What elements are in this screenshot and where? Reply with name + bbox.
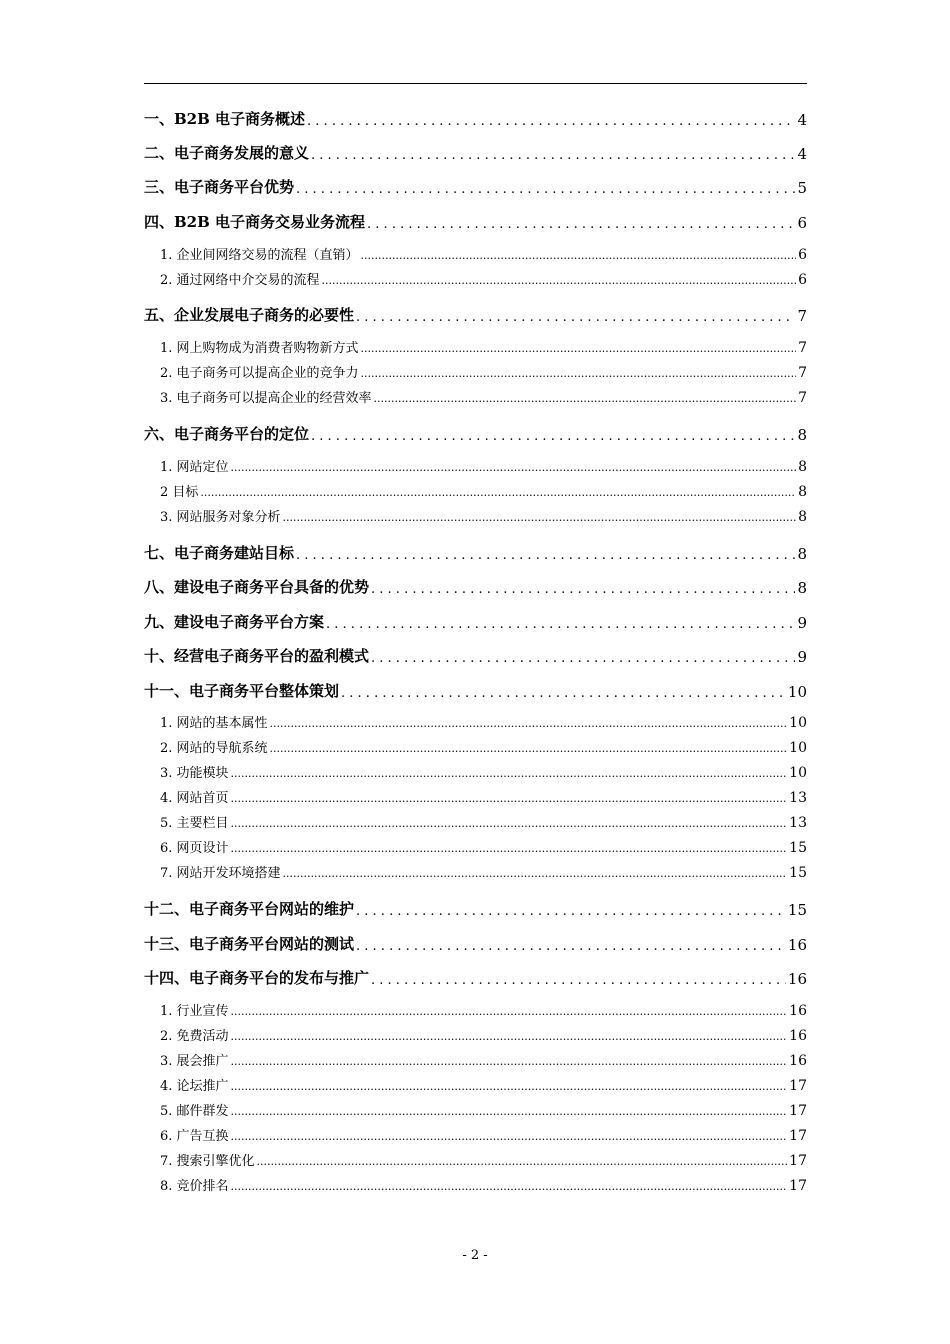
toc-chapter-entry[interactable] — [144, 303, 807, 325]
header-rule — [144, 83, 807, 84]
toc-page-number: 4 — [797, 145, 807, 163]
toc-page-number: 7 — [798, 365, 807, 381]
toc-page-number: 17 — [789, 1153, 807, 1169]
toc-page-number: 16 — [789, 1003, 807, 1019]
toc-dot-leader — [371, 583, 795, 593]
toc-entry-title: 2. 免费活动 — [160, 1029, 229, 1044]
toc-entry-title: 3. 功能模块 — [160, 766, 229, 781]
toc-page-number: 8 — [797, 545, 807, 563]
toc-entry-title: 七、电子商务建站目标 — [144, 544, 295, 562]
toc-page-number: 10 — [789, 740, 807, 756]
toc-dot-leader — [311, 149, 795, 159]
toc-page-number: 15 — [787, 901, 807, 919]
toc-entry-title: 5. 主要栏目 — [160, 816, 229, 831]
toc-entry-title: 十三、电子商务平台网站的测试 — [144, 935, 355, 953]
toc-dot-leader — [356, 905, 786, 915]
toc-dot-leader — [371, 652, 795, 662]
toc-page-number: 4 — [797, 111, 807, 129]
toc-entry-title: 1. 网站定位 — [160, 460, 229, 475]
toc-page-number: 8 — [798, 509, 807, 525]
toc-section-entry[interactable] — [144, 457, 807, 475]
toc-chapter-entry[interactable] — [144, 610, 807, 632]
toc-dot-leader — [231, 1030, 788, 1040]
toc-page-number: 16 — [789, 1053, 807, 1069]
toc-section-entry[interactable] — [144, 338, 807, 356]
toc-entry-title: 7. 搜索引擎优化 — [160, 1154, 255, 1169]
toc-page-number: 16 — [787, 970, 807, 988]
toc-section-entry[interactable] — [144, 1151, 807, 1169]
toc-section-entry[interactable] — [144, 1126, 807, 1144]
toc-dot-leader — [296, 549, 795, 559]
toc-entry-title: 5. 邮件群发 — [160, 1104, 229, 1119]
toc-dot-leader — [200, 486, 796, 496]
toc-section-entry[interactable] — [144, 788, 807, 806]
toc-dot-leader — [231, 461, 797, 471]
toc-dot-leader — [231, 792, 788, 802]
toc-section-entry[interactable] — [144, 363, 807, 381]
toc-page-number: 8 — [798, 484, 807, 500]
toc-page-number: 9 — [797, 648, 807, 666]
toc-dot-leader — [257, 1155, 788, 1165]
toc-dot-leader — [270, 717, 788, 727]
toc-entry-title: 1. 网上购物成为消费者购物新方式 — [160, 341, 359, 356]
toc-section-entry[interactable] — [144, 713, 807, 731]
page-number: - 2 - — [462, 1248, 488, 1263]
toc-entry-title: 1. 行业宣传 — [160, 1004, 229, 1019]
toc-section-entry[interactable] — [144, 1051, 807, 1069]
toc-page-number: 16 — [789, 1028, 807, 1044]
toc-page-number: 6 — [797, 214, 807, 232]
toc-page-number: 6 — [798, 247, 807, 263]
toc-dot-leader — [231, 842, 788, 852]
toc-entry-title: 十一、电子商务平台整体策划 — [144, 682, 340, 700]
toc-page-number: 10 — [789, 765, 807, 781]
toc-dot-leader — [371, 974, 786, 984]
toc-page-number: 17 — [789, 1103, 807, 1119]
toc-dot-leader — [270, 742, 788, 752]
toc-chapter-entry[interactable] — [144, 932, 807, 954]
toc-entry-title: 6. 网页设计 — [160, 841, 229, 856]
toc-section-entry[interactable] — [144, 738, 807, 756]
toc-dot-leader — [231, 1130, 788, 1140]
toc-chapter-entry[interactable] — [144, 422, 807, 444]
toc-chapter-entry[interactable] — [144, 575, 807, 597]
toc-entry-title: 4. 网站首页 — [160, 791, 229, 806]
toc-page-number: 6 — [798, 272, 807, 288]
toc-entry-title: 3. 展会推广 — [160, 1054, 229, 1069]
toc-page-number: 16 — [787, 936, 807, 954]
toc-dot-leader — [296, 183, 795, 193]
toc-page-number: 5 — [797, 179, 807, 197]
toc-page-number: 8 — [798, 459, 807, 475]
toc-entry-title: 三、电子商务平台优势 — [144, 178, 295, 196]
toc-page-number: 8 — [797, 426, 807, 444]
toc-dot-leader — [231, 1055, 788, 1065]
toc-section-entry[interactable] — [144, 507, 807, 525]
toc-dot-leader — [311, 430, 795, 440]
toc-page-number: 15 — [789, 840, 807, 856]
toc-section-entry[interactable] — [144, 245, 807, 263]
toc-page-number: 10 — [787, 683, 807, 701]
toc-entry-title: 十、经营电子商务平台的盈利模式 — [144, 647, 370, 665]
toc-dot-leader — [322, 274, 797, 284]
toc-entry-title: 五、企业发展电子商务的必要性 — [144, 306, 355, 324]
toc-dot-leader — [326, 618, 795, 628]
toc-section-entry[interactable] — [144, 863, 807, 881]
toc-chapter-entry[interactable] — [144, 210, 807, 232]
toc-chapter-entry[interactable] — [144, 541, 807, 563]
toc-dot-leader — [307, 115, 795, 125]
toc-page-number: 13 — [789, 815, 807, 831]
toc-dot-leader — [231, 1080, 788, 1090]
toc-entry-title: 3. 网站服务对象分析 — [160, 510, 281, 525]
toc-page-number: 9 — [797, 614, 807, 632]
toc-page-number: 13 — [789, 790, 807, 806]
toc-entry-title: 十四、电子商务平台的发布与推广 — [144, 969, 370, 987]
toc-page-number: 7 — [798, 340, 807, 356]
toc-dot-leader — [283, 511, 797, 521]
toc-page-number: 15 — [789, 865, 807, 881]
toc-page-number: 8 — [797, 579, 807, 597]
toc-page-number: 17 — [789, 1178, 807, 1194]
toc-page-number: 17 — [789, 1078, 807, 1094]
toc-section-entry[interactable] — [144, 482, 807, 500]
toc-chapter-entry[interactable] — [144, 966, 807, 988]
toc-section-entry[interactable] — [144, 1001, 807, 1019]
toc-dot-leader — [361, 249, 797, 259]
toc-chapter-entry[interactable] — [144, 107, 807, 129]
toc-dot-leader — [231, 1180, 788, 1190]
toc-entry-title: 十二、电子商务平台网站的维护 — [144, 900, 355, 918]
toc-chapter-entry[interactable] — [144, 141, 807, 163]
toc-entry-title: 2. 电子商务可以提高企业的竞争力 — [160, 366, 359, 381]
toc-chapter-entry[interactable] — [144, 679, 807, 701]
toc-entry-title: 8. 竞价排名 — [160, 1179, 229, 1194]
toc-dot-leader — [367, 218, 795, 228]
toc-section-entry[interactable] — [144, 763, 807, 781]
toc-section-entry[interactable] — [144, 838, 807, 856]
toc-dot-leader — [361, 367, 797, 377]
toc-dot-leader — [231, 1005, 788, 1015]
toc-entry-title: 八、建设电子商务平台具备的优势 — [144, 578, 370, 596]
toc-section-entry[interactable] — [144, 1101, 807, 1119]
toc-entry-title: 一、B2B 电子商务概述 — [144, 110, 306, 128]
toc-entry-title: 2. 通过网络中介交易的流程 — [160, 273, 320, 288]
toc-entry-title: 四、B2B 电子商务交易业务流程 — [144, 213, 366, 231]
toc-section-entry[interactable] — [144, 1176, 807, 1194]
toc-section-entry[interactable] — [144, 270, 807, 288]
toc-entry-title: 九、建设电子商务平台方案 — [144, 613, 325, 631]
toc-entry-title: 4. 论坛推广 — [160, 1079, 229, 1094]
toc-dot-leader — [231, 1105, 788, 1115]
toc-chapter-entry[interactable] — [144, 175, 807, 197]
toc-dot-leader — [356, 940, 786, 950]
toc-dot-leader — [231, 817, 788, 827]
toc-entry-title: 3. 电子商务可以提高企业的经营效率 — [160, 391, 372, 406]
toc-dot-leader — [361, 342, 797, 352]
toc-entry-title: 六、电子商务平台的定位 — [144, 425, 310, 443]
toc-dot-leader — [231, 767, 788, 777]
toc-dot-leader — [374, 392, 797, 402]
toc-section-entry[interactable] — [144, 813, 807, 831]
toc-entry-title: 2 目标 — [160, 485, 199, 500]
toc-entry-title: 1. 网站的基本属性 — [160, 716, 268, 731]
toc-chapter-entry[interactable] — [144, 644, 807, 666]
toc-entry-title: 2. 网站的导航系统 — [160, 741, 268, 756]
toc-page-number: 10 — [789, 715, 807, 731]
toc-dot-leader — [341, 687, 786, 697]
toc-dot-leader — [356, 311, 795, 321]
toc-entry-title: 二、电子商务发展的意义 — [144, 144, 310, 162]
toc-section-entry[interactable] — [144, 388, 807, 406]
toc-section-entry[interactable] — [144, 1076, 807, 1094]
toc-entry-title: 6. 广告互换 — [160, 1129, 229, 1144]
toc-entry-title: 7. 网站开发环境搭建 — [160, 866, 281, 881]
toc-page-number: 7 — [797, 307, 807, 325]
toc-entry-title: 1. 企业间网络交易的流程（直销） — [160, 248, 359, 263]
toc-chapter-entry[interactable] — [144, 897, 807, 919]
toc-dot-leader — [283, 867, 788, 877]
toc-page-number: 17 — [789, 1128, 807, 1144]
toc-section-entry[interactable] — [144, 1026, 807, 1044]
toc-page-number: 7 — [798, 390, 807, 406]
